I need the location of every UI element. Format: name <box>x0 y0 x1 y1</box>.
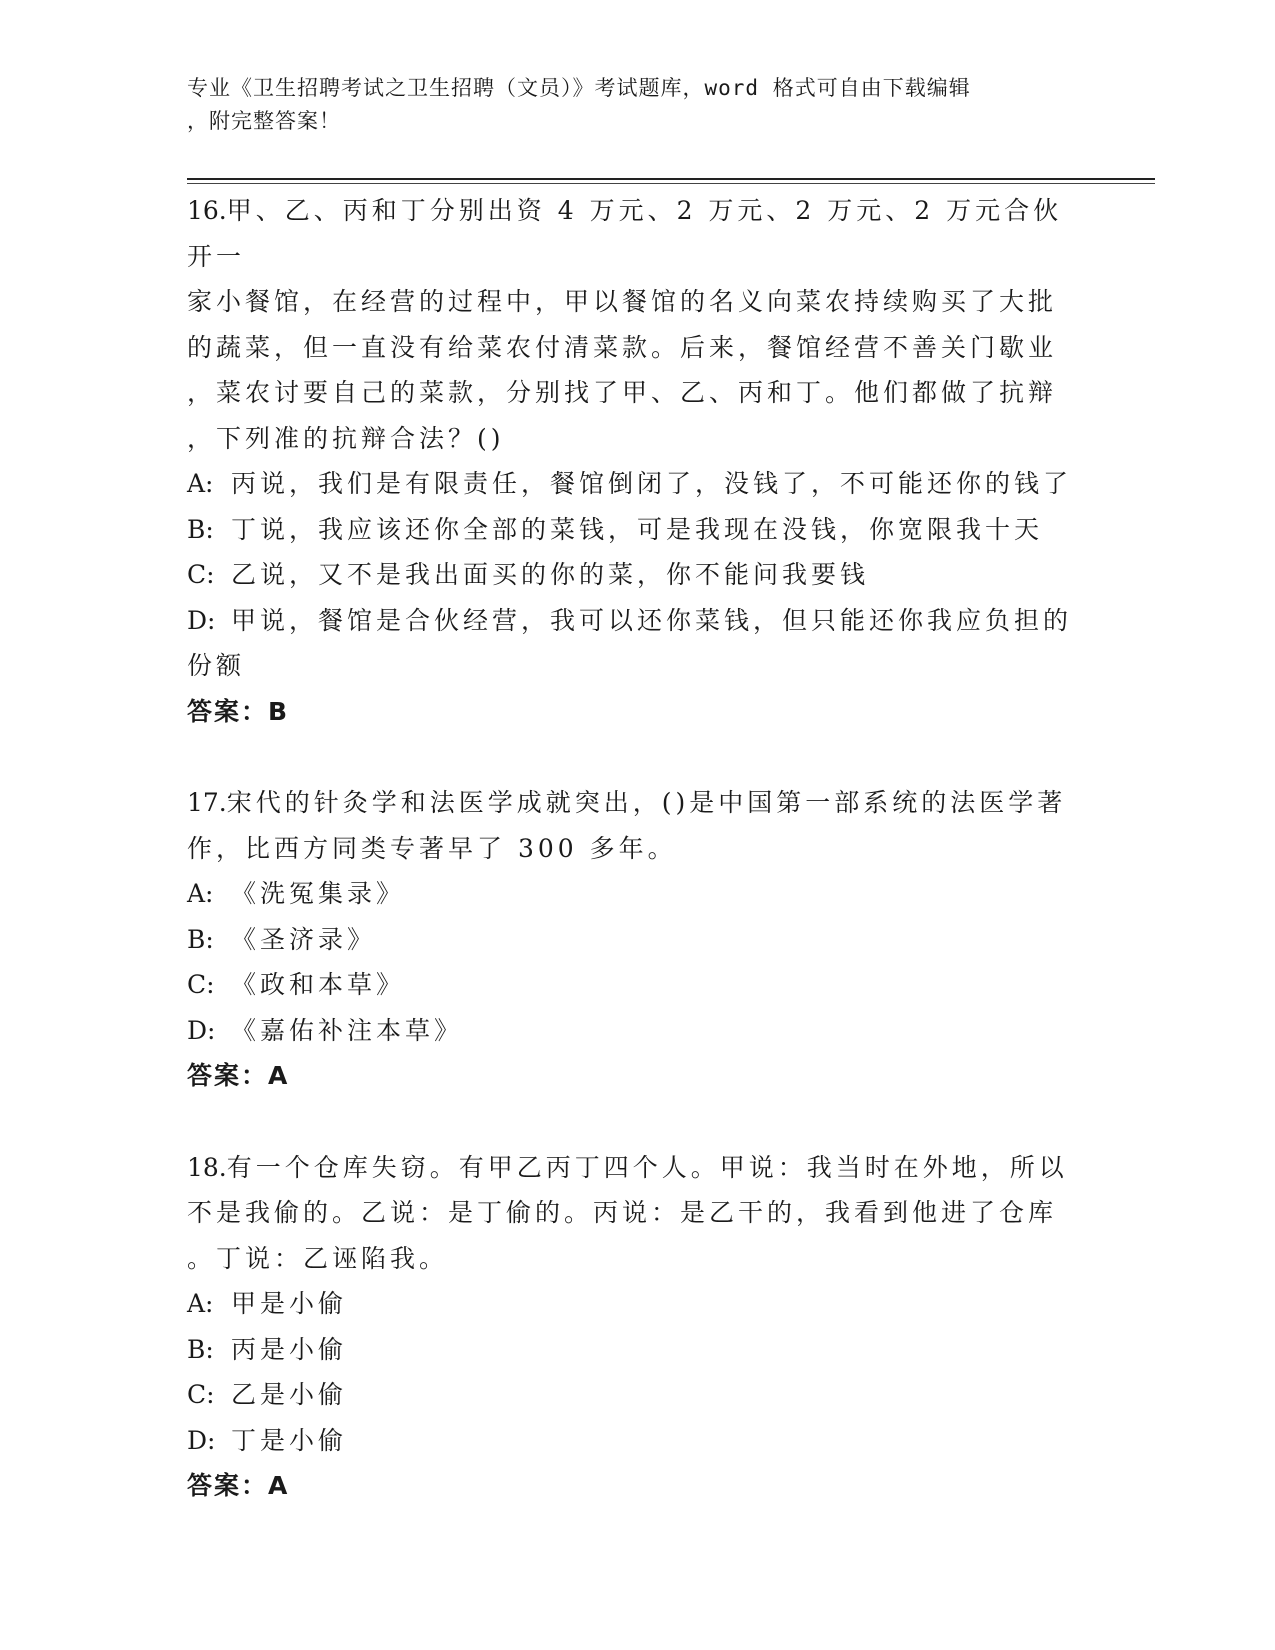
option-c <box>187 962 1087 1008</box>
option-text: 《圣济录》 <box>231 924 377 954</box>
question-stem-line: 。丁说：乙诬陷我。 <box>187 1243 449 1273</box>
option-text: 乙说，又不是我出面买的你的菜，你不能问我要钱 <box>231 560 870 589</box>
question-stem-line: 18.有一个仓库失窃。有甲乙丙丁四个人。甲说：我当时在外地，所以 <box>187 1152 1068 1182</box>
option-a <box>187 1281 1087 1327</box>
option-key: B: <box>187 1334 214 1364</box>
option-text: 《政和本草》 <box>231 970 406 999</box>
option-text: 丁说，我应该还你全部的菜钱，可是我现在没钱，你宽限我十天 <box>231 514 1044 544</box>
question-number: 17. <box>187 788 227 817</box>
option-key: B: <box>187 924 214 954</box>
option-key: C: <box>187 1380 215 1409</box>
answer-label: 答案：A <box>187 1061 290 1090</box>
option-key: D: <box>187 1425 216 1455</box>
option-text: 丙是小偷 <box>231 1334 348 1364</box>
option-d-continued: 份额 <box>187 651 246 680</box>
question-stem-line: ，下列准的抗辩合法？() <box>187 423 505 453</box>
option-d <box>187 1008 1087 1054</box>
question-stem-line: 的蔬菜，但一直没有给菜农付清菜款。后来，餐馆经营不善关门歇业 <box>187 332 1058 362</box>
option-key: A: <box>187 1289 214 1318</box>
option-d <box>187 1418 1087 1464</box>
option-key: C: <box>187 560 215 589</box>
question-stem-line: 作，比西方同类专著早了 300 多年。 <box>187 833 677 863</box>
option-text: 《嘉佑补注本草》 <box>231 1015 464 1045</box>
option-text: 甲说，餐馆是合伙经营，我可以还你菜钱，但只能还你我应负担的 <box>231 605 1073 635</box>
question-stem-line: 家小餐馆，在经营的过程中，甲以餐馆的名义向菜农持续购买了大批 <box>187 287 1058 316</box>
header-divider-thick <box>187 178 1155 180</box>
option-key: A: <box>187 879 214 908</box>
option-key: C: <box>187 970 215 999</box>
option-b <box>187 917 1087 963</box>
option-b <box>187 1327 1087 1373</box>
document-header <box>187 72 1067 138</box>
option-text: 甲是小偷 <box>231 1289 348 1318</box>
question-number: 18. <box>187 1152 227 1182</box>
option-text: 《洗冤集录》 <box>231 879 406 908</box>
option-c <box>187 552 1087 598</box>
header-line-2: ，附完整答案！ <box>187 109 341 133</box>
question-17 <box>187 780 1087 1099</box>
question-stem-line: 16.甲、乙、丙和丁分别出资 4 万元、2 万元、2 万元、2 万元合伙开一 <box>187 196 1063 271</box>
question-16 <box>187 188 1087 734</box>
option-text: 丁是小偷 <box>231 1425 348 1455</box>
option-a <box>187 871 1087 917</box>
option-key: D: <box>187 605 216 635</box>
option-b <box>187 507 1087 553</box>
answer-label: 答案：A <box>187 1471 290 1500</box>
question-stem-line: 17.宋代的针灸学和法医学成就突出，()是中国第一部系统的法医学著 <box>187 788 1067 817</box>
option-key: D: <box>187 1015 216 1045</box>
header-line-1: 专业《卫生招聘考试之卫生招聘（文员）》考试题库，word 格式可自由下载编辑 <box>187 76 971 100</box>
option-text: 丙说，我们是有限责任，餐馆倒闭了，没钱了，不可能还你的钱了 <box>231 469 1073 498</box>
question-stem-line: 不是我偷的。乙说：是丁偷的。丙说：是乙干的，我看到他进了仓库 <box>187 1198 1058 1227</box>
option-key: B: <box>187 514 214 544</box>
question-list <box>187 188 1087 1509</box>
header-divider-thin <box>187 183 1155 184</box>
option-key: A: <box>187 469 214 498</box>
question-stem-line: ，菜农讨要自己的菜款，分别找了甲、乙、丙和丁。他们都做了抗辩 <box>187 378 1058 407</box>
answer-label: 答案：B <box>187 696 290 726</box>
question-number: 16. <box>187 196 227 225</box>
option-d <box>187 598 1087 644</box>
option-text: 乙是小偷 <box>231 1380 348 1409</box>
option-c <box>187 1372 1087 1418</box>
option-a <box>187 461 1087 507</box>
question-18 <box>187 1145 1087 1509</box>
